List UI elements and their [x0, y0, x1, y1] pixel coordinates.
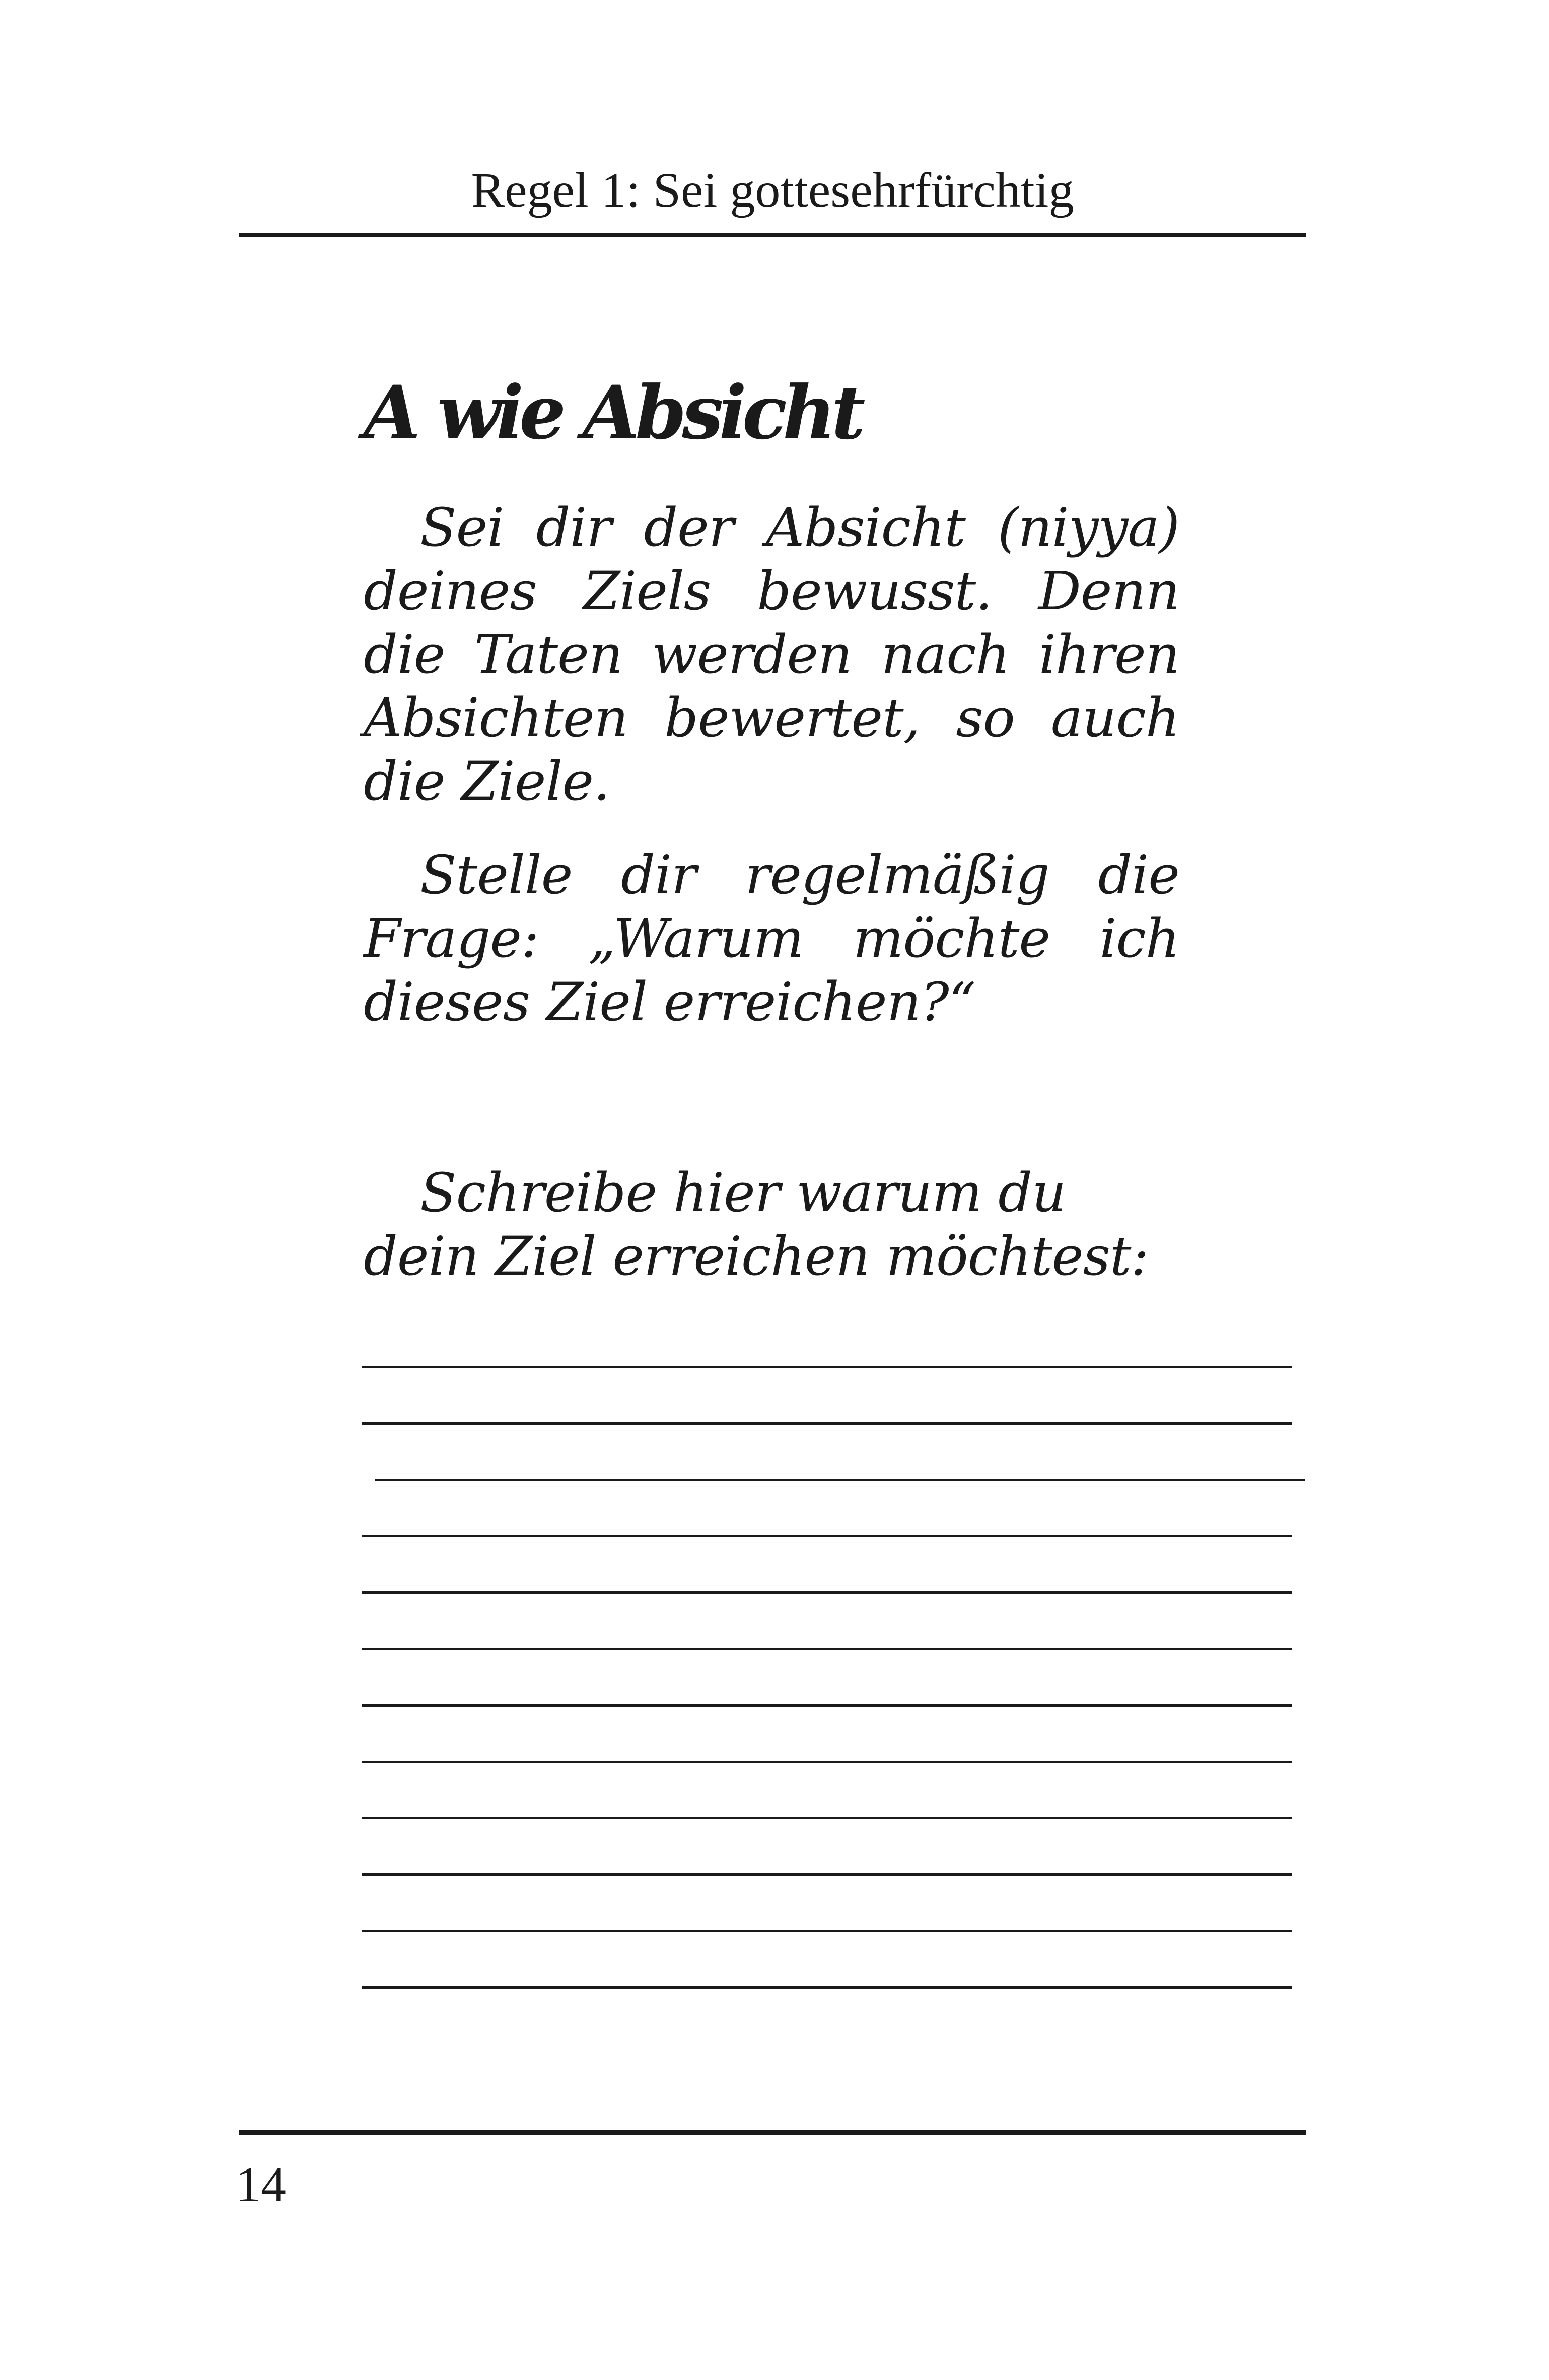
- intention-paragraph: Sei dir der Absicht (niyya) deines Ziels bewusst. Denn die Taten werden nach ihren Absichten bewertet, so auch die Ziele.: [364, 497, 1179, 812]
- writing-line[interactable]: [362, 1930, 1292, 1932]
- writing-line[interactable]: [362, 1535, 1292, 1537]
- writing-line[interactable]: [362, 1648, 1292, 1650]
- writing-prompt: Schreibe hier warum du dein Ziel erreichen möchtest:: [364, 1162, 1149, 1287]
- question-paragraph: Stelle dir regelmäßig die Frage: „Warum möchte ich dieses Ziel erreichen?“: [364, 844, 1179, 1033]
- writing-line[interactable]: [362, 1986, 1292, 1989]
- footer-rule: [239, 2130, 1306, 2135]
- page-number: 14: [236, 2156, 286, 2212]
- writing-line[interactable]: [362, 1761, 1292, 1763]
- writing-line[interactable]: [375, 1479, 1305, 1481]
- writing-line[interactable]: [362, 1873, 1292, 1876]
- writing-line[interactable]: [362, 1817, 1292, 1819]
- header-rule: [239, 233, 1306, 237]
- section-heading: A wie Absicht: [364, 370, 861, 456]
- writing-line[interactable]: [362, 1591, 1292, 1594]
- writing-line[interactable]: [362, 1704, 1292, 1707]
- running-header: Regel 1: Sei gottesehrfürchtig: [471, 162, 1074, 218]
- writing-line[interactable]: [362, 1422, 1292, 1425]
- writing-line[interactable]: [362, 1366, 1292, 1368]
